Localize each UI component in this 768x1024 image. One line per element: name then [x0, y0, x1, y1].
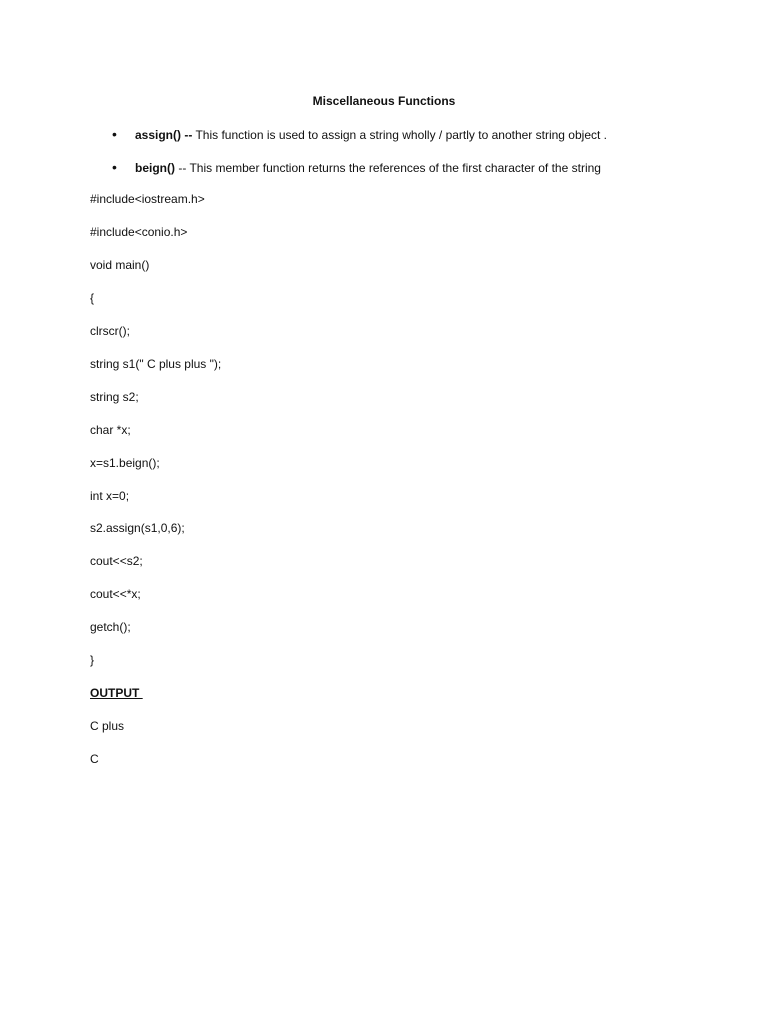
code-line: string s1(" C plus plus ");	[90, 357, 222, 371]
bullet-icon: •	[112, 159, 117, 175]
output-line: C plus	[90, 719, 125, 733]
page-title: Miscellaneous Functions	[312, 94, 456, 108]
bullet-description: -- This member function returns the references of the first character of the string	[175, 161, 601, 175]
output-heading: OUTPUT	[90, 686, 143, 700]
code-line: #include<conio.h>	[90, 225, 188, 239]
bullet-item-assign	[112, 127, 607, 142]
code-line: int x=0;	[90, 489, 130, 503]
code-line: s2.assign(s1,0,6);	[90, 521, 185, 535]
code-line: void main()	[90, 258, 150, 272]
code-line: x=s1.beign();	[90, 456, 160, 470]
code-line: string s2;	[90, 390, 139, 404]
bullet-term: beign()	[135, 161, 175, 175]
bullet-icon: •	[112, 126, 117, 142]
code-line: getch();	[90, 620, 131, 634]
bullet-item-beign	[112, 160, 601, 175]
bullet-term: assign() --	[135, 128, 193, 142]
code-line: cout<<*x;	[90, 587, 141, 601]
code-line: {	[90, 291, 95, 305]
bullet-description: This function is used to assign a string wholly / partly to another string object .	[192, 128, 607, 142]
code-line: }	[90, 653, 95, 667]
code-line: char *x;	[90, 423, 131, 437]
code-line: cout<<s2;	[90, 554, 143, 568]
output-line: C	[90, 752, 99, 766]
code-line: #include<iostream.h>	[90, 192, 205, 206]
code-line: clrscr();	[90, 324, 130, 338]
